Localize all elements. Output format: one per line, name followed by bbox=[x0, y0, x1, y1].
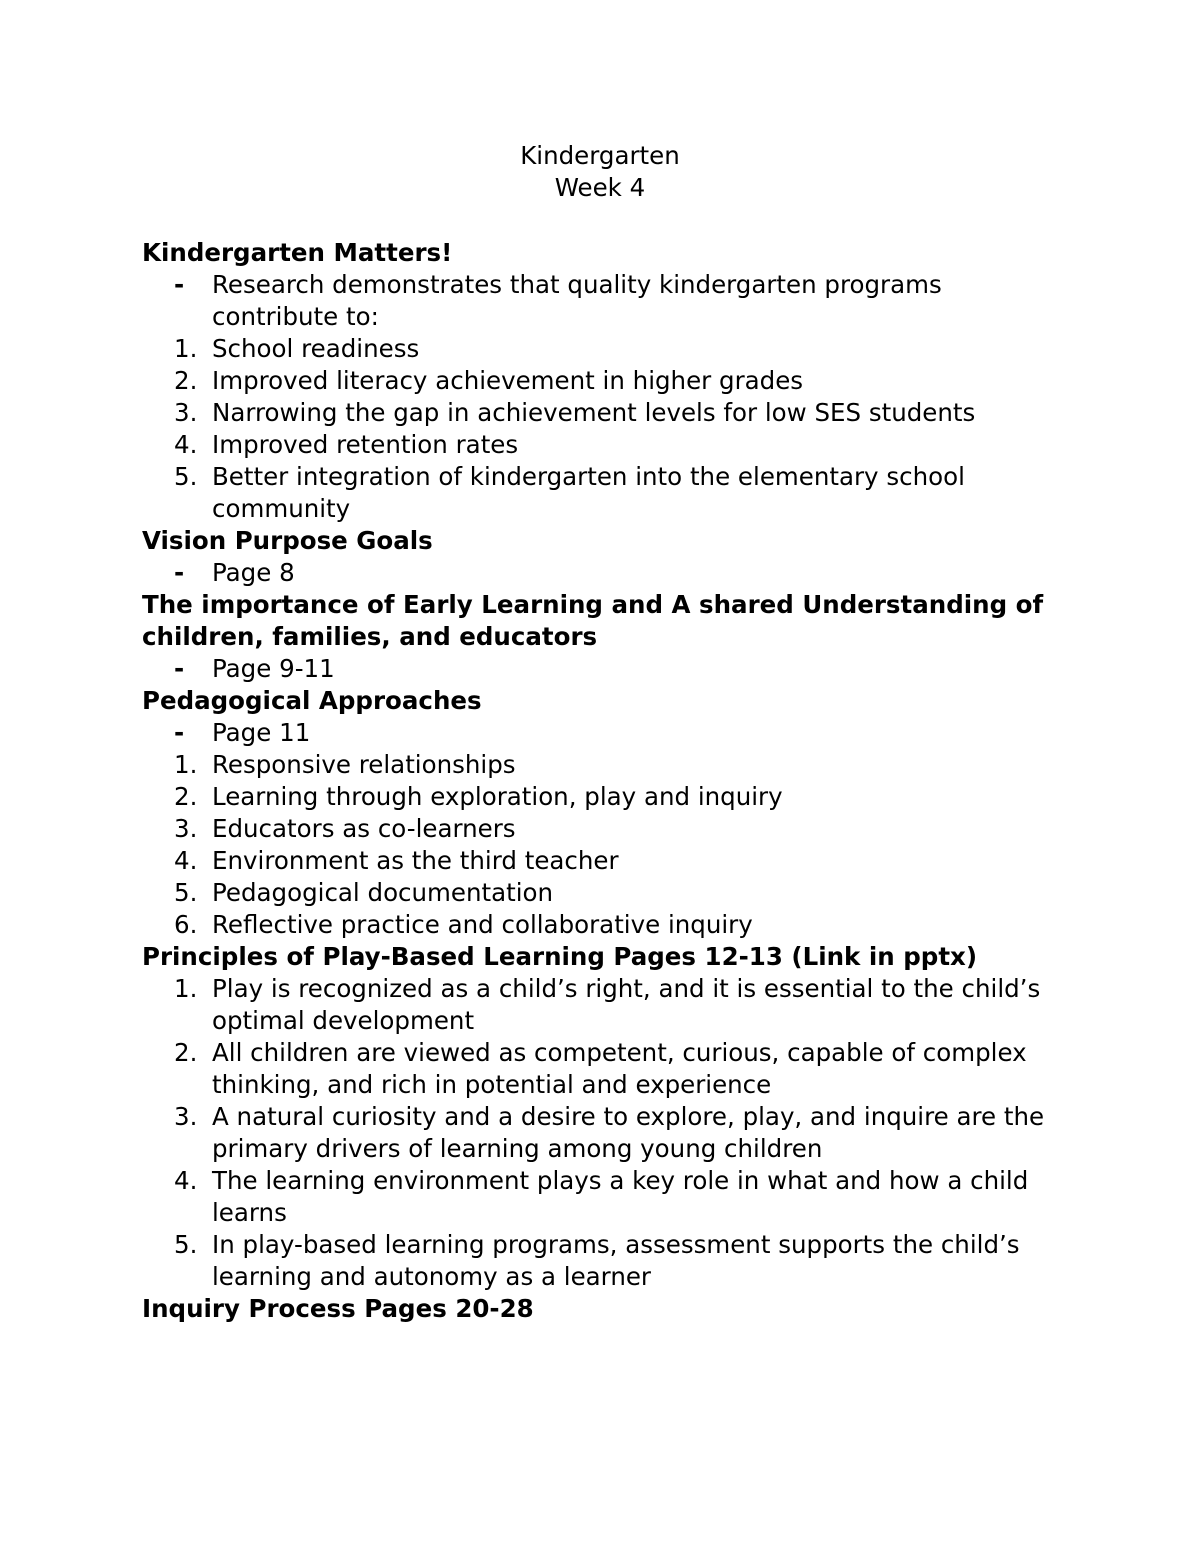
numbered-list-text: All children are viewed as competent, curious, capable of complex thinking, and rich in potential and experience bbox=[212, 1038, 1027, 1099]
numbered-list-item bbox=[142, 909, 1072, 941]
list-number: 6. bbox=[174, 910, 198, 939]
list-number: 4. bbox=[174, 1166, 198, 1195]
list-number: 2. bbox=[174, 1038, 198, 1067]
numbered-list-item bbox=[142, 845, 1072, 877]
numbered-list-item bbox=[142, 973, 1072, 1037]
dash-list bbox=[142, 269, 1072, 333]
list-number: 5. bbox=[174, 462, 198, 491]
list-number: 1. bbox=[174, 974, 198, 1003]
numbered-list-item bbox=[142, 1037, 1072, 1101]
numbered-list-item bbox=[142, 1165, 1072, 1229]
section bbox=[142, 1293, 1072, 1325]
numbered-list-item bbox=[142, 813, 1072, 845]
numbered-list-item bbox=[142, 429, 1072, 461]
list-number: 4. bbox=[174, 430, 198, 459]
numbered-list-item bbox=[142, 397, 1072, 429]
list-number: 5. bbox=[174, 878, 198, 907]
list-number: 1. bbox=[174, 334, 198, 363]
numbered-list-text: The learning environment plays a key role in what and how a child learns bbox=[212, 1166, 1029, 1227]
section-heading: Inquiry Process Pages 20-28 bbox=[142, 1294, 534, 1323]
numbered-list-item bbox=[142, 365, 1072, 397]
dash-list-text: Page 11 bbox=[212, 718, 311, 747]
dash-list-text: Page 8 bbox=[212, 558, 295, 587]
list-number: 3. bbox=[174, 398, 198, 427]
numbered-list-item bbox=[142, 333, 1072, 365]
section-heading: Vision Purpose Goals bbox=[142, 526, 433, 555]
numbered-list-text: Better integration of kindergarten into the elementary school community bbox=[212, 462, 965, 523]
list-number: 2. bbox=[174, 782, 198, 811]
section bbox=[142, 525, 1072, 589]
numbered-list-item bbox=[142, 1101, 1072, 1165]
sections-container bbox=[142, 237, 1072, 1325]
dash-list-item bbox=[142, 717, 1072, 749]
title-block bbox=[0, 140, 1200, 204]
numbered-list-item bbox=[142, 461, 1072, 525]
numbered-list-item bbox=[142, 749, 1072, 781]
dash-bullet-icon: - bbox=[174, 718, 185, 747]
numbered-list-text: Pedagogical documentation bbox=[212, 878, 554, 907]
list-number: 5. bbox=[174, 1230, 198, 1259]
numbered-list-text: Narrowing the gap in achievement levels for low SES students bbox=[212, 398, 976, 427]
section-heading: Pedagogical Approaches bbox=[142, 686, 482, 715]
dash-bullet-icon: - bbox=[174, 654, 185, 683]
numbered-list-text: Educators as co-learners bbox=[212, 814, 516, 843]
dash-bullet-icon: - bbox=[174, 558, 185, 587]
numbered-list bbox=[142, 333, 1072, 525]
dash-list bbox=[142, 653, 1072, 685]
section bbox=[142, 237, 1072, 525]
numbered-list-text: Environment as the third teacher bbox=[212, 846, 619, 875]
section bbox=[142, 941, 1072, 1293]
list-number: 3. bbox=[174, 814, 198, 843]
document-subtitle: Week 4 bbox=[554, 173, 646, 202]
section-heading: Principles of Play-Based Learning Pages 12-13 (Link in pptx) bbox=[142, 942, 978, 971]
numbered-list-text: In play-based learning programs, assessment supports the child’s learning and autonomy as a learner bbox=[212, 1230, 1020, 1291]
document-page bbox=[142, 140, 1072, 1325]
list-number: 2. bbox=[174, 366, 198, 395]
dash-list bbox=[142, 717, 1072, 749]
numbered-list-text: Responsive relationships bbox=[212, 750, 516, 779]
document-title: Kindergarten bbox=[520, 141, 680, 170]
numbered-list bbox=[142, 749, 1072, 941]
dash-list-item bbox=[142, 557, 1072, 589]
numbered-list-text: Learning through exploration, play and inquiry bbox=[212, 782, 783, 811]
numbered-list bbox=[142, 973, 1072, 1293]
numbered-list-text: Reflective practice and collaborative inquiry bbox=[212, 910, 753, 939]
dash-list-item bbox=[142, 653, 1072, 685]
numbered-list-text: Play is recognized as a child’s right, and it is essential to the child’s optimal development bbox=[212, 974, 1041, 1035]
section-heading: Kindergarten Matters! bbox=[142, 238, 453, 267]
numbered-list-item bbox=[142, 781, 1072, 813]
numbered-list-text: Improved retention rates bbox=[212, 430, 519, 459]
section bbox=[142, 589, 1072, 685]
numbered-list-item bbox=[142, 877, 1072, 909]
section bbox=[142, 685, 1072, 941]
dash-list-item bbox=[142, 269, 1072, 333]
dash-list bbox=[142, 557, 1072, 589]
numbered-list-item bbox=[142, 1229, 1072, 1293]
dash-bullet-icon: - bbox=[174, 270, 185, 299]
dash-list-text: Page 9-11 bbox=[212, 654, 335, 683]
numbered-list-text: Improved literacy achievement in higher grades bbox=[212, 366, 804, 395]
list-number: 4. bbox=[174, 846, 198, 875]
section-heading: The importance of Early Learning and A shared Understanding of children, families, and educators bbox=[142, 590, 1044, 651]
numbered-list-text: A natural curiosity and a desire to explore, play, and inquire are the primary drivers of learning among young children bbox=[212, 1102, 1045, 1163]
numbered-list-text: School readiness bbox=[212, 334, 420, 363]
list-number: 3. bbox=[174, 1102, 198, 1131]
dash-list-text: Research demonstrates that quality kindergarten programs contribute to: bbox=[212, 270, 942, 331]
list-number: 1. bbox=[174, 750, 198, 779]
